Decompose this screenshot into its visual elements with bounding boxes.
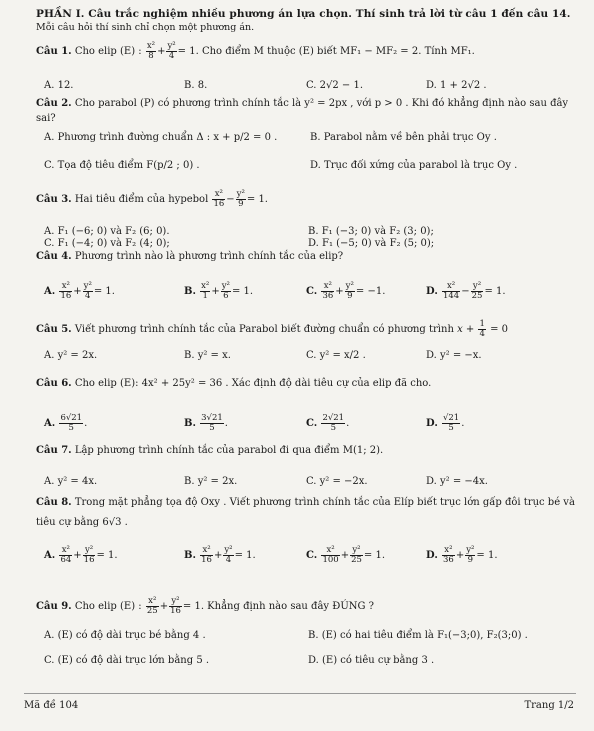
question-8: Câu 8. Trong mặt phẳng tọa độ Oxy . Viết phương trình chính tắc của Elíp biết trục lớn gấp đôi trục bé và <box>36 497 575 508</box>
option-d[interactable]: D. y² = −4x. <box>426 476 488 487</box>
question-9: Câu 9. Cho elip (E) : $\frac{\text{x²}}{25}$ + $\frac{\text{y²}}{16}$ = 1. Khẳng định nào sau đây ĐÚNG ? <box>36 596 375 616</box>
option-a[interactable]: A. y² = 4x. <box>44 476 98 487</box>
option-c[interactable]: C. (E) có độ dài trục lớn bằng 5 . <box>44 655 210 666</box>
option-b[interactable]: B. $\frac{3√21}{5}$ . <box>184 413 228 433</box>
question-number: Câu 1. <box>36 45 72 57</box>
question-text: Lập phương trình chính tắc của parabol đi qua điểm M(1; 2). <box>74 445 384 456</box>
question-7: Câu 7. Lập phương trình chính tắc của parabol đi qua điểm M(1; 2). <box>36 445 384 456</box>
option-d[interactable]: D. (E) có tiêu cự bằng 3 . <box>308 655 435 666</box>
option-b[interactable]: B. $\frac{\text{x²}}{16}$ + $\frac{\text{y²}}{4}$ = 1. <box>184 545 256 565</box>
question-text: Hai tiêu điểm của hypebol <box>74 193 209 205</box>
option-c[interactable]: C. $\frac{\text{x²}}{36}$ + $\frac{\text{y²}}{9}$ = −1. <box>306 281 386 301</box>
option-d[interactable]: D. Trục đối xứng của parabol là trục Oy . <box>310 160 518 171</box>
page-number: Trang 1/2 <box>524 700 574 711</box>
question-1: Câu 1. Cho elip (E) : $\frac{\text{x²}}{8}$ + $\frac{\text{y²}}{4}$ = 1. Cho điểm M thuộc (E) biết MF₁ − MF₂ = 2. Tính MF₁. <box>36 41 475 61</box>
option-b[interactable]: B. Parabol nằm về bên phải trục Oy . <box>310 132 497 143</box>
option-c[interactable]: C. 2√2 − 1. <box>306 80 364 91</box>
option-c[interactable]: C. y² = −2x. <box>306 476 368 487</box>
question-text-2: sai? <box>36 113 56 124</box>
option-a[interactable]: A. Phương trình đường chuẩn Δ : x + p/2 = 0 . <box>44 132 278 143</box>
option-c[interactable]: C. $\frac{\text{x²}}{100}$ + $\frac{\text{y²}}{25}$ = 1. <box>306 545 386 565</box>
option-c[interactable]: C. F₁ (−4; 0) và F₂ (4; 0); <box>44 238 170 249</box>
option-a[interactable]: A. $\frac{6√21}{5}$ . <box>44 413 88 433</box>
option-c[interactable]: C. Tọa độ tiêu điểm F(p/2 ; 0) . <box>44 160 200 171</box>
option-c[interactable]: C. y² = x/2 . <box>306 350 366 361</box>
exam-code: Mã đề 104 <box>24 700 79 711</box>
instruction: Mỗi câu hỏi thí sinh chỉ chọn một phương án. <box>36 22 255 33</box>
footer-divider <box>24 693 576 694</box>
question-text-2: . Cho điểm M thuộc (E) biết MF₁ − MF₂ = 2. Tính MF₁. <box>195 45 475 57</box>
question-text: Phương trình nào là phương trình chính tắc của elip? <box>74 251 344 262</box>
option-b[interactable]: B. 8. <box>184 80 208 91</box>
option-d[interactable]: D. 1 + 2√2 . <box>426 80 487 91</box>
option-b[interactable]: B. y² = x. <box>184 350 231 361</box>
question-text: Cho parabol (P) có phương trình chính tắc là y² = 2px , với p > 0 . Khi đó khẳng định nào sau đây <box>74 98 569 109</box>
option-a[interactable]: A. F₁ (−6; 0) và F₂ (6; 0). <box>44 226 170 237</box>
part-title: PHẦN I. Câu trắc nghiệm nhiều phương án lựa chọn. Thí sinh trả lời từ câu 1 đến câu 14. <box>36 8 571 20</box>
question-text: Trong mặt phẳng tọa độ Oxy . Viết phương trình chính tắc của Elíp biết trục lớn gấp đôi trục bé và <box>74 497 575 508</box>
option-d[interactable]: D. $\frac{\text{x²}}{36}$ + $\frac{\text{y²}}{9}$ = 1. <box>426 545 498 565</box>
question-text: Cho elip (E) : <box>74 600 142 612</box>
formula: $\frac{\text{x²}}{8}$ <box>146 41 156 61</box>
option-c[interactable]: C. $\frac{2√21}{5}$ . <box>306 413 350 433</box>
question-4: Câu 4. Phương trình nào là phương trình chính tắc của elip? <box>36 251 344 262</box>
option-d[interactable]: D. $\frac{√21}{5}$ . <box>426 413 465 433</box>
option-a[interactable]: A. 12. <box>44 80 74 91</box>
option-b[interactable]: B. $\frac{\text{x²}}{1}$ + $\frac{\text{y²}}{6}$ = 1. <box>184 281 254 301</box>
option-a[interactable]: A. $\frac{\text{x²}}{16}$ + $\frac{\text{y²}}{4}$ = 1. <box>44 281 115 301</box>
option-d[interactable]: D. F₁ (−5; 0) và F₂ (5; 0); <box>308 238 435 249</box>
option-d[interactable]: D. y² = −x. <box>426 350 482 361</box>
question-text: Cho elip (E): 4x² + 25y² = 36 . Xác định độ dài tiêu cự của elip đã cho. <box>74 378 432 389</box>
question-text-2: tiêu cự bằng 6√3 . <box>36 517 128 528</box>
option-b[interactable]: B. (E) có hai tiêu điểm là F₁(−3;0), F₂(3;0) . <box>308 630 528 641</box>
question-2: Câu 2. Cho parabol (P) có phương trình chính tắc là y² = 2px , với p > 0 . Khi đó khẳng định nào sau đây <box>36 98 569 109</box>
option-d[interactable]: D. $\frac{\text{x²}}{144}$ − $\frac{\text{y²}}{25}$ = 1. <box>426 281 506 301</box>
question-5: Câu 5. Viết phương trình chính tắc của Parabol biết đường chuẩn có phương trình x + $\frac{1}{4}$ = 0 <box>36 319 508 339</box>
option-a[interactable]: A. $\frac{\text{x²}}{64}$ + $\frac{\text{y²}}{16}$ = 1. <box>44 545 118 565</box>
question-text: Viết phương trình chính tắc của Parabol biết đường chuẩn có phương trình <box>74 323 454 335</box>
option-b[interactable]: B. F₁ (−3; 0) và F₂ (3; 0); <box>308 226 434 237</box>
question-3: Câu 3. Hai tiêu điểm của hypebol $\frac{\text{x²}}{16}$ − $\frac{\text{y²}}{9}$ = 1. <box>36 189 268 209</box>
question-text: Cho elip (E) : <box>74 45 142 57</box>
question-6: Câu 6. Cho elip (E): 4x² + 25y² = 36 . Xác định độ dài tiêu cự của elip đã cho. <box>36 378 432 389</box>
option-a[interactable]: A. y² = 2x. <box>44 350 98 361</box>
option-a[interactable]: A. (E) có độ dài trục bé bằng 4 . <box>44 630 206 641</box>
option-b[interactable]: B. y² = 2x. <box>184 476 238 487</box>
